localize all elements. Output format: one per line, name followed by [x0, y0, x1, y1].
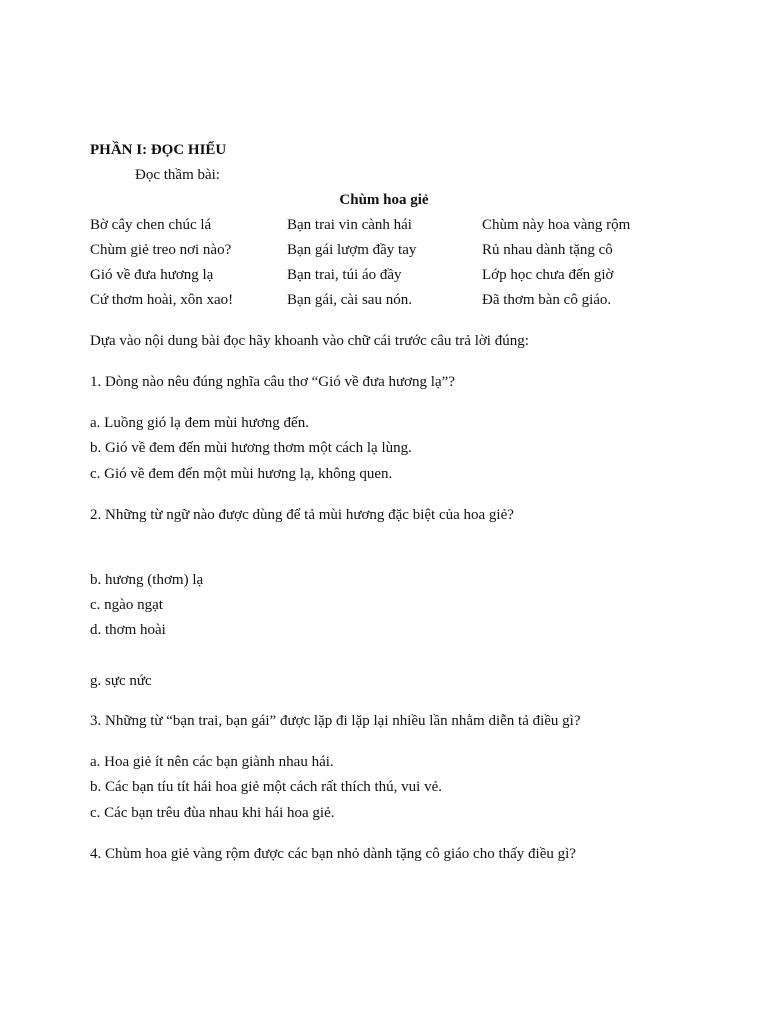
- poem-title: Chùm hoa giẻ: [339, 192, 429, 208]
- poem-line: Chùm giẻ treo nơi nào?: [90, 242, 232, 258]
- poem-line: Lớp học chưa đến giờ: [482, 267, 614, 283]
- question-1: 1. Dòng nào nêu đúng nghĩa câu thơ “Gió về đưa hương lạ”?: [90, 374, 455, 390]
- question-4: 4. Chùm hoa giẻ vàng rộm được các bạn nhỏ dành tặng cô giáo cho thấy điều gì?: [90, 846, 576, 862]
- question-1-option-a: a. Luồng gió lạ đem mùi hương đến.: [90, 415, 309, 431]
- poem-row: [90, 291, 690, 309]
- poem-line: Cứ thơm hoài, xôn xao!: [90, 292, 234, 308]
- question-2-option-g: g. sực nức: [90, 673, 152, 689]
- section-title: PHẦN I: ĐỌC HIỂU: [90, 142, 227, 158]
- poem-row: [90, 266, 690, 284]
- question-3-option-c: c. Các bạn trêu đùa nhau khi hái hoa giẻ.: [90, 805, 335, 821]
- poem-line: Bạn trai vin cành hái: [287, 217, 412, 233]
- poem-line: Bạn gái lượm đầy tay: [287, 242, 417, 258]
- question-3: 3. Những từ “bạn trai, bạn gái” được lặp đi lặp lại nhiều lần nhằm diễn tả điều gì?: [90, 713, 581, 729]
- question-2-option-d: d. thơm hoài: [90, 622, 166, 638]
- question-3-option-b: b. Các bạn tíu tít hái hoa giẻ một cách rất thích thú, vui vẻ.: [90, 779, 442, 795]
- poem-line: Rủ nhau dành tặng cô: [482, 242, 613, 258]
- poem-line: Bờ cây chen chúc lá: [90, 217, 212, 233]
- question-2-option-b: b. hương (thơm) lạ: [90, 572, 204, 588]
- question-1-option-c: c. Gió về đem đến một mùi hương lạ, không quen.: [90, 466, 393, 482]
- question-3-option-a: a. Hoa giẻ ít nên các bạn giành nhau hái.: [90, 754, 334, 770]
- question-2-option-c: c. ngào ngạt: [90, 597, 163, 613]
- reading-intro: Đọc thầm bài:: [135, 167, 220, 183]
- poem-row: [90, 216, 690, 234]
- poem-line: Gió về đưa hương lạ: [90, 267, 214, 283]
- poem-line: Bạn gái, cài sau nón.: [287, 292, 412, 308]
- question-2: 2. Những từ ngữ nào được dùng để tả mùi hương đặc biệt của hoa giẻ?: [90, 507, 514, 523]
- instruction: Dựa vào nội dung bài đọc hãy khoanh vào chữ cái trước câu trả lời đúng:: [90, 333, 529, 349]
- question-1-option-b: b. Gió về đem đến mùi hương thơm một cách lạ lùng.: [90, 440, 412, 456]
- poem-line: Đã thơm bàn cô giáo.: [482, 292, 612, 308]
- poem-line: Chùm này hoa vàng rộm: [482, 217, 631, 233]
- poem-row: [90, 241, 690, 259]
- poem-line: Bạn trai, túi áo đầy: [287, 267, 402, 283]
